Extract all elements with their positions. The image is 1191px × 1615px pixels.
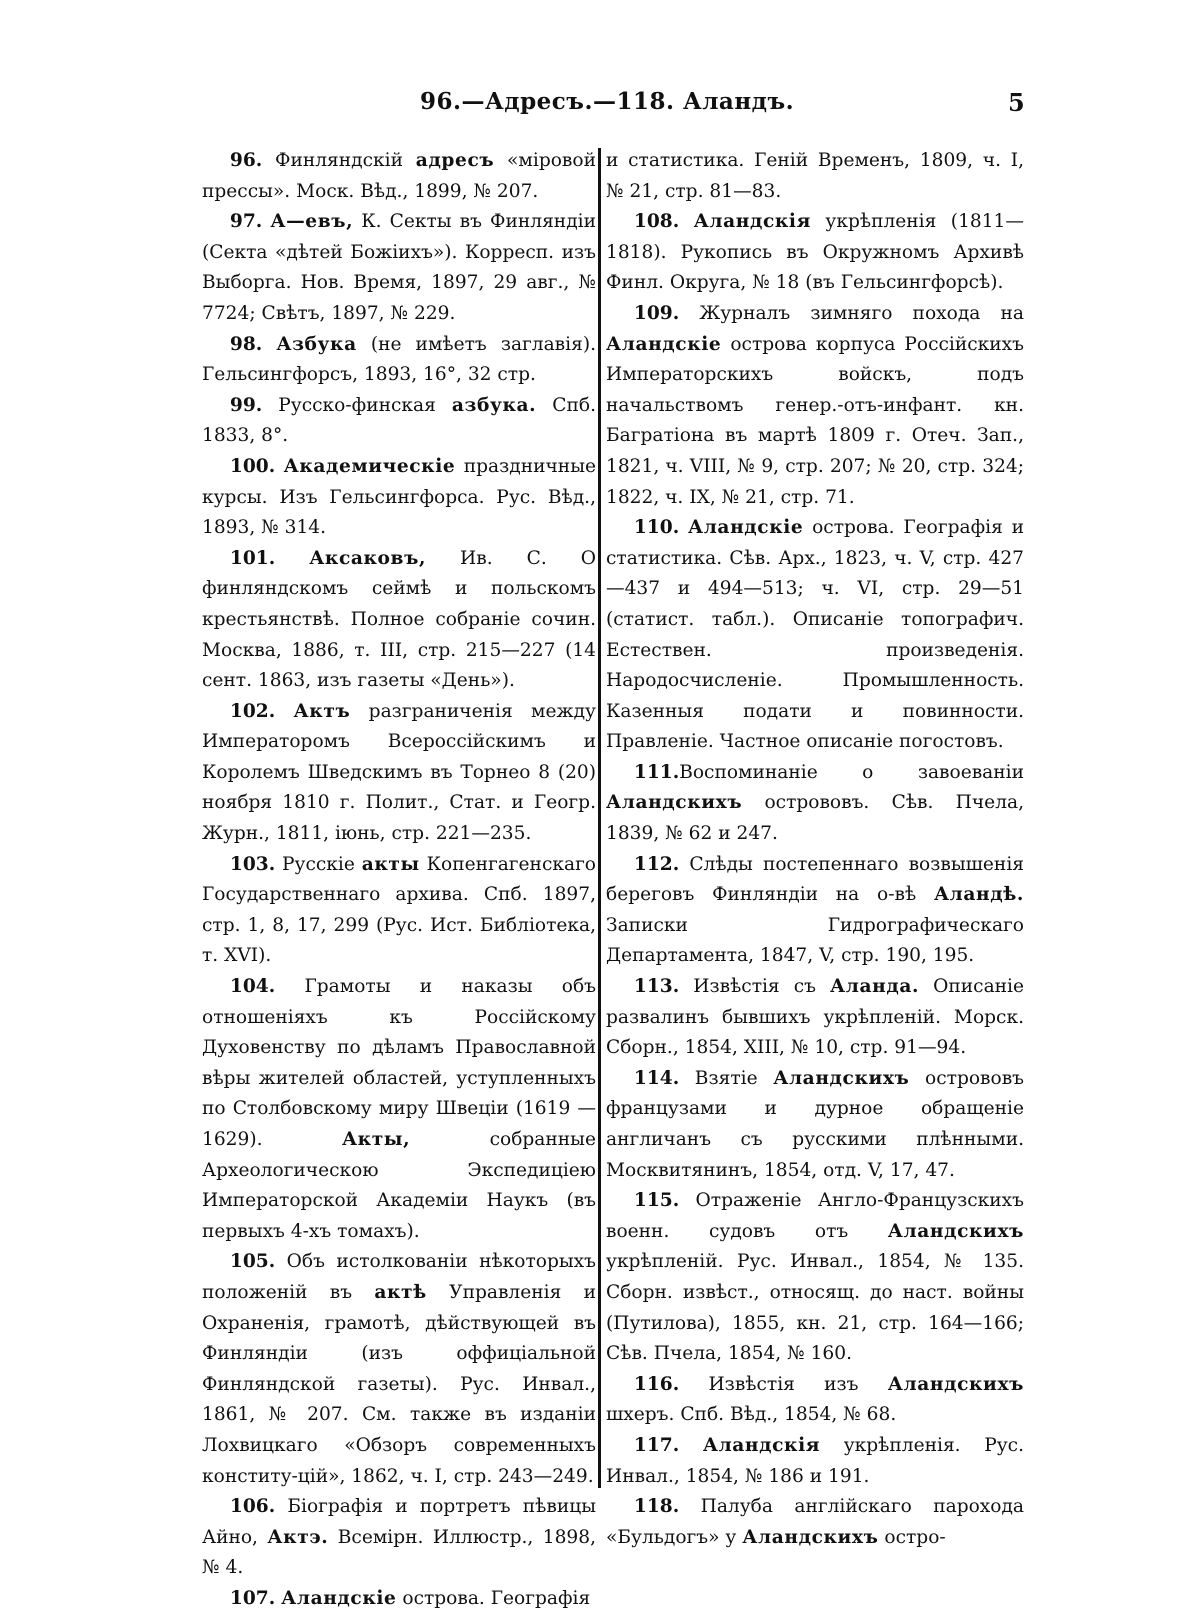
entry-keyword: Аландскихъ	[887, 1373, 1024, 1395]
entry-keyword: Аландскіе	[606, 333, 722, 355]
entry-text: собранные Археологическою Экспедиціею Императорской Академіи Наукъ (въ первыхъ 4-хъ томахъ).	[202, 1129, 596, 1242]
entry-number: 109.	[633, 302, 680, 324]
entry-text: Записки Гидрографическаго Департамента, 1847, V, стр. 190, 195.	[606, 914, 1024, 967]
entry-text: Біографія и портретъ пѣвицы Айно,	[202, 1496, 596, 1548]
entry-text: Палуба англійскаго парохода «Бульдогъ» у	[606, 1496, 1024, 1548]
entry-number: 99.	[229, 394, 263, 416]
entry-text: Спб. 1833, 8°.	[202, 394, 596, 447]
entry-text: Финляндскій	[262, 150, 416, 171]
page-number: 5	[1008, 88, 1025, 117]
entry-text: укрѣпленій. Рус. Инвал., 1854, № 135. Сборн. извѣст., относящ. до наст. войны (Путилова), 1855, кн. 21, стр. 164—166; Сѣв. Пчела, 1854, № 160.	[606, 1251, 1024, 1365]
entry-text: острововъ. Сѣв. Пчела, 1839, № 62 и 247.	[606, 792, 1024, 845]
entry	[202, 452, 596, 544]
entry-keyword: Аксаковъ,	[309, 547, 427, 569]
entry	[202, 850, 596, 972]
entry-text	[275, 548, 309, 569]
entry-number: 111.	[633, 761, 680, 783]
entry-text	[679, 517, 688, 538]
entry-number: 116.	[633, 1373, 680, 1395]
entry-text: Объ истолкованіи нѣкоторыхъ положеній въ	[202, 1251, 596, 1303]
entry-keyword: Аландскія	[693, 211, 811, 233]
entry-text: К. Секты въ Финляндіи (Секта «дѣтей Божіихъ»). Корресп. изъ Выборга. Нов. Время, 1897, 29 авг., № 7724; Свѣтъ, 1897, № 229.	[202, 211, 596, 324]
entry-text: и статистика. Геній Временъ, 1809, ч. I, № 21, стр. 81—83.	[606, 150, 1024, 202]
entry-text	[275, 456, 283, 477]
entry-keyword: Аландскіе	[281, 1587, 397, 1609]
entry-keyword: актѣ	[374, 1281, 427, 1303]
entry-text: Русскіе	[275, 853, 362, 875]
entry-text: Отраженіе Англо-Французскихъ военн. судовъ отъ	[606, 1190, 1024, 1242]
entry-text: укрѣпленія (1811—1818). Рукопись въ Окружномъ Архивѣ Финл. Округа, № 18 (въ Гельсингфорсѣ).	[606, 211, 1024, 294]
entry-keyword: Аландскія	[702, 1434, 821, 1456]
entry-keyword: А—евъ,	[270, 211, 354, 233]
entry	[202, 972, 596, 1247]
entry	[202, 544, 596, 697]
entry-number: 105.	[229, 1251, 276, 1273]
entry	[606, 1064, 1024, 1186]
entry-keyword: Актъ	[293, 700, 351, 722]
entry-text: Всемірн. Иллюстр., 1898, № 4.	[202, 1526, 597, 1579]
entry-text: Извѣстія изъ	[679, 1373, 888, 1395]
entry-keyword: Акты,	[341, 1129, 411, 1150]
entry	[202, 391, 596, 452]
entry-number: 102.	[229, 700, 276, 722]
entry-text: шхеръ. Спб. Вѣд., 1854, № 68.	[606, 1404, 897, 1426]
entry-text: Журналъ зимняго похода на	[679, 302, 1024, 324]
entry	[606, 758, 1024, 850]
entry-text: острова. Географія	[396, 1587, 591, 1609]
entry-text: Управленія и Охраненія, грамотѣ, дѣйствующей въ Финляндіи (изъ оффиціальной Финляндской газеты). Рус. Инвал., 1861, № 207. См. также въ изданіи Лохвицкаго «Обзоръ современныхъ конститу-цій», 1862, ч. I, стр. 243—249.	[202, 1281, 596, 1487]
entry-keyword: Аландскихъ	[887, 1220, 1024, 1242]
entry-text: Извѣстія съ	[679, 976, 831, 998]
entry-keyword: Академическіе	[283, 455, 456, 477]
entry-number: 108.	[633, 211, 680, 233]
entry-number: 112.	[633, 853, 680, 875]
entry-text: «міровой прессы». Моск. Вѣд., 1899, № 207.	[202, 150, 596, 202]
running-head: 96.—Адресъ.—118. Аландъ.	[420, 88, 795, 115]
entry-keyword: Аландскіе	[687, 517, 804, 539]
entry	[606, 146, 1024, 207]
entry	[606, 513, 1024, 758]
entry-keyword: адресъ	[415, 150, 495, 171]
entry	[606, 207, 1024, 299]
entry	[606, 299, 1024, 513]
entry-text: Описаніе развалинъ бывшихъ укрѣпленій. Морск. Сборн., 1854, XIII, № 10, стр. 91—94.	[606, 976, 1024, 1059]
entry	[202, 697, 596, 850]
entry-keyword: Аландскихъ	[773, 1067, 910, 1089]
entry-text: Русско-финская	[262, 394, 452, 416]
entry-number: 107.	[229, 1587, 276, 1609]
entry-text: острововъ французами и дурное обращеніе англичанъ съ русскими плѣнными. Москвитянинъ, 1854, отд. V, 17, 47.	[606, 1067, 1024, 1181]
entry-number: 101.	[229, 547, 276, 569]
entry	[606, 850, 1024, 972]
entry-text	[275, 701, 293, 722]
entry-text: Копенгагенскаго Государственнаго архива. Спб. 1897, стр. 1, 8, 17, 299 (Рус. Ист. Библіотека, т. XVI).	[202, 853, 596, 967]
entry-number: 103.	[229, 853, 276, 875]
entry-text	[679, 211, 693, 232]
entry-text: укрѣпленія. Рус. Инвал., 1854, № 186 и 191.	[606, 1434, 1024, 1487]
entry-keyword: Аландѣ.	[933, 884, 1024, 906]
entry	[202, 1584, 596, 1615]
right-column	[606, 146, 1024, 1553]
page-header	[0, 88, 1191, 128]
entry-text: Воспоминаніе о завоеваніи	[679, 761, 1024, 783]
entry-number: 98.	[229, 333, 263, 355]
entry-number: 115.	[633, 1190, 680, 1212]
entry-number: 96.	[229, 150, 263, 171]
entry-keyword: Актэ.	[267, 1526, 329, 1548]
entry-text	[262, 334, 276, 355]
entry-number: 104.	[229, 976, 276, 998]
entry-keyword: Азбука	[276, 333, 357, 355]
entry	[606, 1370, 1024, 1431]
left-column	[202, 146, 596, 1615]
entry-text: Слѣды постепеннаго возвышенія береговъ Финляндіи на о-вѣ	[606, 853, 1024, 906]
entry-keyword: акты	[361, 853, 420, 875]
entry	[202, 330, 596, 391]
entry	[606, 1492, 1024, 1553]
entry	[202, 207, 596, 329]
entry-number: 106.	[229, 1496, 276, 1518]
entry	[202, 1492, 596, 1584]
entry-text	[679, 1435, 703, 1456]
entry-number: 110.	[633, 517, 680, 539]
entry-keyword: азбука.	[451, 394, 537, 416]
entry	[606, 1431, 1024, 1492]
entry-number: 114.	[633, 1067, 680, 1089]
entry-text: Грамоты и наказы объ отношеніяхъ къ Россійскому Духовенству по дѣламъ Православной вѣры жителей областей, уступленныхъ по Столбовскому миру Швеціи (1619 — 1629).	[202, 976, 596, 1150]
entry-text: острова. Географія и статистика. Сѣв. Арх., 1823, ч. V, стр. 427—437 и 494—513; ч. VI, стр. 29—51 (статист. табл.). Описаніе топографич. Естествен. произведенія. Народосчисленіе. Промышленность. Казенныя подати и повинности. Правленіе. Частное описаніе погостовъ.	[606, 517, 1024, 753]
entry-number: 100.	[229, 455, 276, 477]
entry	[606, 1186, 1024, 1370]
entry-keyword: Аландскихъ	[606, 792, 743, 814]
entry	[202, 1247, 596, 1492]
entry-text: (не имѣетъ заглавія). Гельсингфорсъ, 1893, 16°, 32 стр.	[202, 333, 596, 386]
entry-number: 117.	[633, 1434, 680, 1456]
entry-keyword: Аланда.	[830, 976, 920, 998]
entry-number: 97.	[229, 211, 263, 233]
entry-number: 113.	[633, 976, 680, 998]
column-divider	[598, 148, 601, 1488]
entry-keyword: Аландскихъ	[742, 1526, 879, 1548]
entry	[606, 972, 1024, 1064]
entry-text: праздничные курсы. Изъ Гельсингфорса. Рус. Вѣд., 1893, № 314.	[202, 455, 596, 539]
entry	[202, 146, 596, 207]
entry-text: Ив. С. О финляндскомъ сеймѣ и польскомъ крестьянствѣ. Полное собраніе сочин. Москва, 1886, т. III, стр. 215—227 (14 сент. 1863, изъ газеты «День»).	[202, 547, 596, 692]
entry-text: остро-	[878, 1526, 946, 1548]
entry-number: 118.	[633, 1496, 680, 1518]
entry-text: острова корпуса Россійскихъ Императорскихъ войскъ, подъ начальствомъ генер.-отъ-инфант. кн. Багратіона въ мартѣ 1809 г. Отеч. Зап., 1821, ч. VIII, № 9, стр. 207; № 20, стр. 324; 1822, ч. IX, № 21, стр. 71.	[606, 333, 1024, 508]
entry-text: разграниченія между Императоромъ Всероссійскимъ и Королемъ Шведскимъ въ Торнео 8 (20) ноября 1810 г. Полит., Стат. и Геогр. Журн., 1811, іюнь, стр. 221—235.	[202, 700, 596, 845]
entry-text: Взятіе	[679, 1067, 774, 1089]
